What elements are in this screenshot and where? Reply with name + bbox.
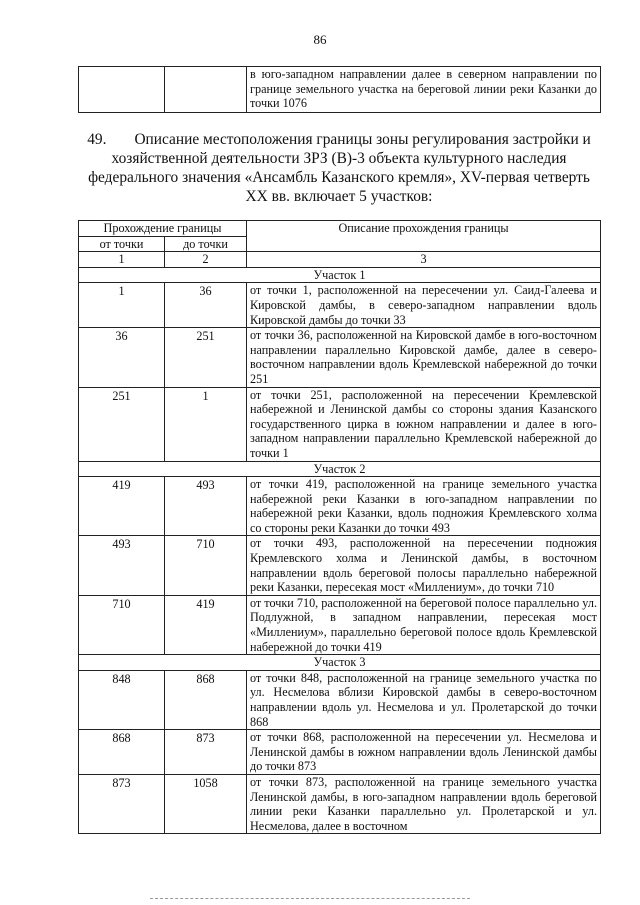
continuation-table [78, 66, 601, 113]
table-row [79, 67, 601, 113]
description-cell: от точки 251, расположенной на пересечении Кремлевской набережной и Ленинской дамбы со стороны здания Казанского государственного цирка в южном направлении и далее в юго-западном направлении параллельно Кремлевской набережной до точки 1 [247, 387, 601, 461]
section-row [79, 461, 601, 477]
description-cell: от точки 36, расположенной на Кировской дамбе в юго-восточном направлении параллельно Кировской дамбе, далее в северо-восточном направлении вдоль Кремлевской набережной до точки 251 [247, 328, 601, 387]
description-cell: от точки 419, расположенной на границе земельного участка набережной реки Казанки в юго-западном направлении по набережной реки Казанки, вдоль подножия Кремлевского холма со стороны реки Казанки до точки 493 [247, 477, 601, 536]
from-point-cell: 873 [79, 774, 165, 833]
to-point-cell: 873 [165, 730, 247, 775]
from-point-cell: 251 [79, 387, 165, 461]
section-row [79, 655, 601, 671]
page-number: 86 [313, 32, 327, 47]
from-point-cell: 848 [79, 670, 165, 729]
column-number-2: 2 [165, 252, 247, 268]
table-row [79, 595, 601, 654]
from-point-cell: 868 [79, 730, 165, 775]
description-cell: от точки 1, расположенной на пересечении ул. Саид-Галеева и Кировской дамбы, в северо-западном направлении вдоль Кировской дамбы до точки 33 [247, 283, 601, 328]
from-point-cell: 710 [79, 595, 165, 654]
from-point-cell [79, 67, 165, 113]
from-point-cell: 1 [79, 283, 165, 328]
description-cell: в юго-западном направлении далее в северном направлении по границе земельного участка на береговой линии реки Казанки до точки 1076 [247, 67, 601, 113]
section-title: Участок 2 [79, 461, 601, 477]
header-row [79, 221, 601, 237]
to-point-cell: 710 [165, 536, 247, 595]
description-cell: от точки 848, расположенной на границе земельного участка по ул. Несмелова вблизи Кировской дамбы в северо-восточном направлении вдоль ул. Несмелова и ул. Пролетарской до точки 868 [247, 670, 601, 729]
to-point-cell [165, 67, 247, 113]
to-point-cell: 493 [165, 477, 247, 536]
description-cell: от точки 868, расположенной на пересечении ул. Несмелова и Ленинской дамбы в южном направлении вдоль Ленинской дамбы до точки 873 [247, 730, 601, 775]
to-point-cell: 1 [165, 387, 247, 461]
to-point-cell: 36 [165, 283, 247, 328]
to-point-cell: 251 [165, 328, 247, 387]
table-row [79, 477, 601, 536]
section-title: Участок 3 [79, 655, 601, 671]
to-point-cell: 419 [165, 595, 247, 654]
table-row [79, 670, 601, 729]
section-row [79, 267, 601, 283]
column-number-row [79, 252, 601, 268]
section-title: Участок 1 [79, 267, 601, 283]
table-row [79, 328, 601, 387]
heading-number: 49. [87, 131, 107, 148]
section-heading [84, 130, 594, 206]
table-row [79, 730, 601, 775]
to-point-cell: 868 [165, 670, 247, 729]
description-header: Описание прохождения границы [247, 221, 601, 252]
to-point-cell: 1058 [165, 774, 247, 833]
heading-text: Описание местоположения границы зоны регулирования застройки и хозяйственной деятельности ЗРЗ (В)-3 объекта культурного наследия федерального значения «Ансамбль Казанского кремля», XV-первая четверть XX вв. включает 5 участков: [88, 131, 591, 205]
description-cell: от точки 873, расположенной на границе земельного участка Ленинской дамбы, в юго-западном направлении вдоль береговой линии реки Казанки параллельно ул. Пролетарской и ул. Несмелова, далее в восточном [247, 774, 601, 833]
table-row [79, 283, 601, 328]
description-cell: от точки 710, расположенной на береговой полосе параллельно ул. Подлужной, в западном направлении, пересекая мост «Миллениум», параллельно береговой полосе вдоль Кремлевской набережной до точки 419 [247, 595, 601, 654]
from-point-cell: 36 [79, 328, 165, 387]
passage-header: Прохождение границы [79, 221, 247, 237]
from-point-cell: 493 [79, 536, 165, 595]
from-point-cell: 419 [79, 477, 165, 536]
table-row [79, 536, 601, 595]
boundary-table [78, 220, 601, 834]
description-cell: от точки 493, расположенной на пересечении подножия Кремлевского холма и Ленинской дамбы, в восточном направлении вдоль береговой полосы параллельно набережной реки Казанки, пересекая мост «Миллениум», до точки 710 [247, 536, 601, 595]
footer-divider [150, 898, 470, 899]
table-row [79, 774, 601, 833]
column-number-1: 1 [79, 252, 165, 268]
column-number-3: 3 [247, 252, 601, 268]
to-point-header: до точки [165, 236, 247, 252]
from-point-header: от точки [79, 236, 165, 252]
table-row [79, 387, 601, 461]
